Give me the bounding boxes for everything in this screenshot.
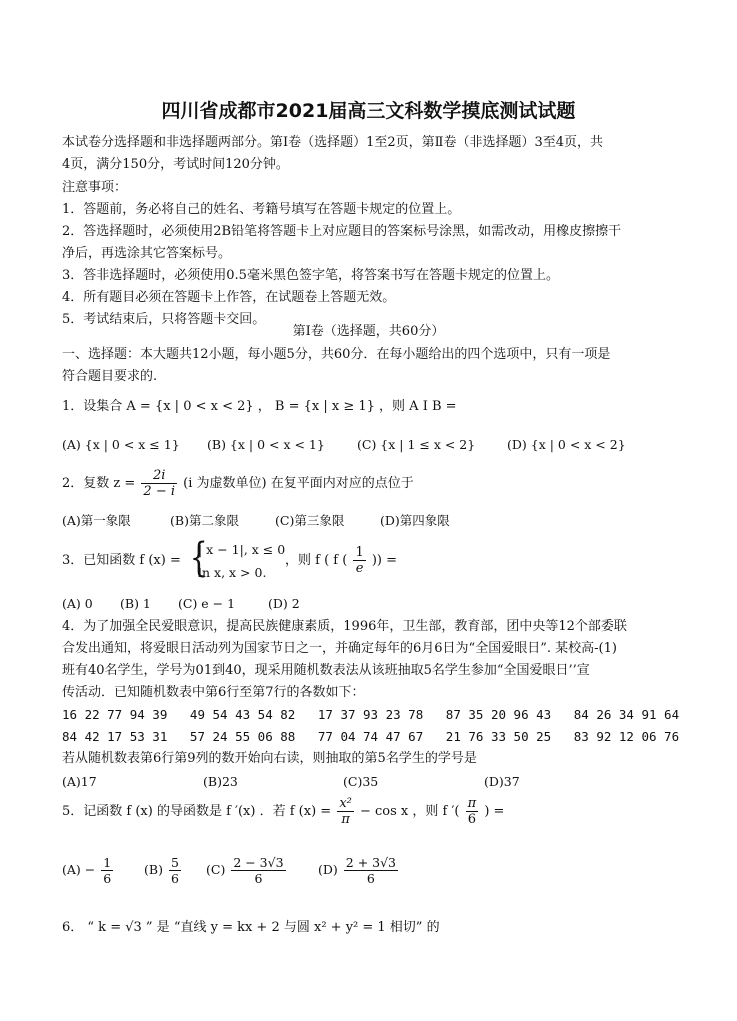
part-instruction: 符合题目要求的.	[62, 369, 158, 384]
q1-option-c: (C) {x | 1 ≤ x < 2}	[357, 437, 476, 452]
section-heading: 第Ⅰ卷（选择题，共60分）	[292, 324, 445, 339]
question-6-stem: 6． “ k = √3 ” 是 “直线 y = kx + 2 与圆 x² + y² = 1 相切” 的	[62, 920, 440, 935]
q3-fraction-den: e	[355, 561, 364, 576]
question-1-stem: 1．设集合 A = {x | 0 < x < 2} ， B = {x | x ≥ 1} ，则 A I B =	[62, 399, 457, 414]
q5-option-a-label: (A) −	[62, 862, 96, 877]
q3-option-b: (B) 1	[120, 596, 151, 611]
part-instruction: 一、选择题：本大题共12小题，每小题5分，共60分．在每小题给出的四个选项中，只有一项是	[62, 347, 611, 362]
question-2-stem	[62, 468, 414, 499]
q5-prefix: 5．记函数 f (x) 的导函数是 f ′(x) ．若 f (x) =	[62, 804, 332, 819]
q5-option-c-fraction	[231, 855, 285, 886]
q5-option-d-fraction	[344, 855, 398, 886]
q2-option-c: (C)第三象限	[275, 513, 345, 528]
q5-suffix: ) =	[484, 804, 505, 819]
q3-fraction	[353, 545, 365, 576]
notice-item: 1．答题前，务必将自己的姓名、考籍号填写在答题卡规定的位置上。	[62, 202, 461, 217]
q4-text: 合发出通知，将爱眼日活动列为国家节日之一，并确定每年的6月6日为“全国爱眼日”. 某校高-(1)	[62, 641, 617, 656]
q5-option-a	[62, 855, 115, 886]
notice-item: 3．答非选择题时，必须使用0.5毫米黑色签字笔，将答案书写在答题卡规定的位置上。	[62, 268, 559, 283]
q1-option-a: (A) {x | 0 < x ≤ 1}	[62, 437, 180, 452]
q3-option-d: (D) 2	[268, 596, 300, 611]
q2-prefix: 2．复数 z =	[62, 476, 136, 491]
random-table-row-6: 16 22 77 94 39 49 54 43 54 82 17 37 93 23 78 87 35 20 96 43 84 26 34 91 64	[62, 707, 680, 722]
q1-option-d: (D) {x | 0 < x < 2}	[507, 437, 626, 452]
q3-case-2: ln x, x > 0.	[198, 565, 267, 580]
q4-option-d: (D)37	[484, 774, 520, 789]
q5-option-c-label: (C)	[206, 862, 226, 877]
q3-case-1: | x − 1|, x ≤ 0	[198, 542, 286, 557]
q5-option-b-label: (B)	[144, 862, 163, 877]
intro-line: 本试卷分选择题和非选择题两部分。第Ⅰ卷（选择题）1至2页，第Ⅱ卷（非选择题）3至4页，共	[62, 135, 604, 150]
q5-fraction	[337, 796, 354, 827]
q5-option-c-num: 2 − 3√3	[233, 855, 284, 870]
notice-item: 2．答选择题时，必须使用2B铅笔将答题卡上对应题目的答案标号涂黑，如需改动，用橡皮擦擦干	[62, 224, 622, 239]
q5-option-b-num: 5	[170, 855, 179, 870]
q5-option-d	[318, 855, 400, 886]
q5-option-c-den: 6	[254, 871, 263, 886]
q5-fraction-2-num: π	[467, 796, 477, 811]
question-5-stem	[62, 796, 504, 827]
q5-option-c	[206, 855, 288, 886]
q5-option-b-den: 6	[170, 871, 179, 886]
q4-text: 若从随机数表第6行第9列的数开始向右读，则抽取的第5名学生的学号是	[62, 751, 477, 766]
q2-fraction-num: 2i	[141, 468, 177, 484]
q2-suffix: (i 为虚数单位) 在复平面内对应的点位于	[183, 476, 414, 491]
page-title: 四川省成都市2021届高三文科数学摸底测试试题	[161, 100, 576, 122]
q4-option-a: (A)17	[62, 774, 97, 789]
q3-option-c: (C) e − 1	[178, 596, 236, 611]
q5-option-d-num: 2 + 3√3	[345, 855, 397, 870]
q5-option-d-label: (D)	[318, 862, 338, 877]
notice-heading: 注意事项：	[62, 180, 128, 195]
q5-option-a-fraction	[101, 855, 113, 886]
q1-option-b: (B) {x | 0 < x < 1}	[207, 437, 325, 452]
q2-fraction-den: 2 − i	[143, 484, 176, 499]
q4-option-b: (B)23	[203, 774, 238, 789]
q2-fraction	[141, 468, 177, 499]
q5-fraction-2-den: 6	[467, 812, 477, 827]
q5-option-b-fraction	[169, 855, 181, 886]
notice-item: 5．考试结束后，只将答题卡交回。	[62, 312, 266, 327]
q4-option-c: (C)35	[343, 774, 379, 789]
q4-text: 传活动．已知随机数表中第6行至第7行的各数如下：	[62, 685, 365, 700]
q5-option-d-den: 6	[366, 871, 375, 886]
notice-item: 净后，再选涂其它答案标号。	[62, 246, 232, 261]
q3-suffix: )) =	[371, 553, 398, 568]
random-table-row-7: 84 42 17 53 31 57 24 55 06 88 77 04 74 47 67 21 76 33 50 25 83 92 12 06 76	[62, 729, 680, 744]
q4-text: 班有40名学生，学号为01到40，现采用随机数表法从该班抽取5名学生参加“全国爱眼日’’宣	[62, 663, 590, 678]
q3-tail	[285, 545, 397, 576]
q5-fraction-num: x²	[339, 796, 352, 811]
q2-option-d: (D)第四象限	[380, 513, 450, 528]
q5-option-a-num: 1	[103, 855, 112, 870]
q3-brace: {	[189, 535, 208, 581]
q3-option-a: (A) 0	[62, 596, 93, 611]
q5-mid: − cos x ，则 f ′(	[360, 804, 460, 819]
q2-option-b: (B)第二象限	[170, 513, 239, 528]
q5-fraction-2	[466, 796, 479, 827]
notice-item: 4．所有题目必须在答题卡上作答，在试题卷上答题无效。	[62, 290, 396, 305]
q5-option-a-den: 6	[103, 871, 112, 886]
q3-prefix: 3．已知函数 f (x) =	[62, 553, 181, 568]
q2-option-a: (A)第一象限	[62, 513, 131, 528]
q4-text: 4．为了加强全民爱眼意识，提高民族健康素质，1996年，卫生部，教育部，团中央等12个部委联	[62, 619, 627, 634]
q5-fraction-den: π	[341, 812, 350, 827]
q5-option-b	[144, 855, 183, 886]
q3-fraction-num: 1	[355, 545, 364, 560]
q3-mid: ，则 f ( f (	[285, 553, 348, 568]
intro-line: 4页，满分150分，考试时间120分钟。	[62, 157, 289, 172]
